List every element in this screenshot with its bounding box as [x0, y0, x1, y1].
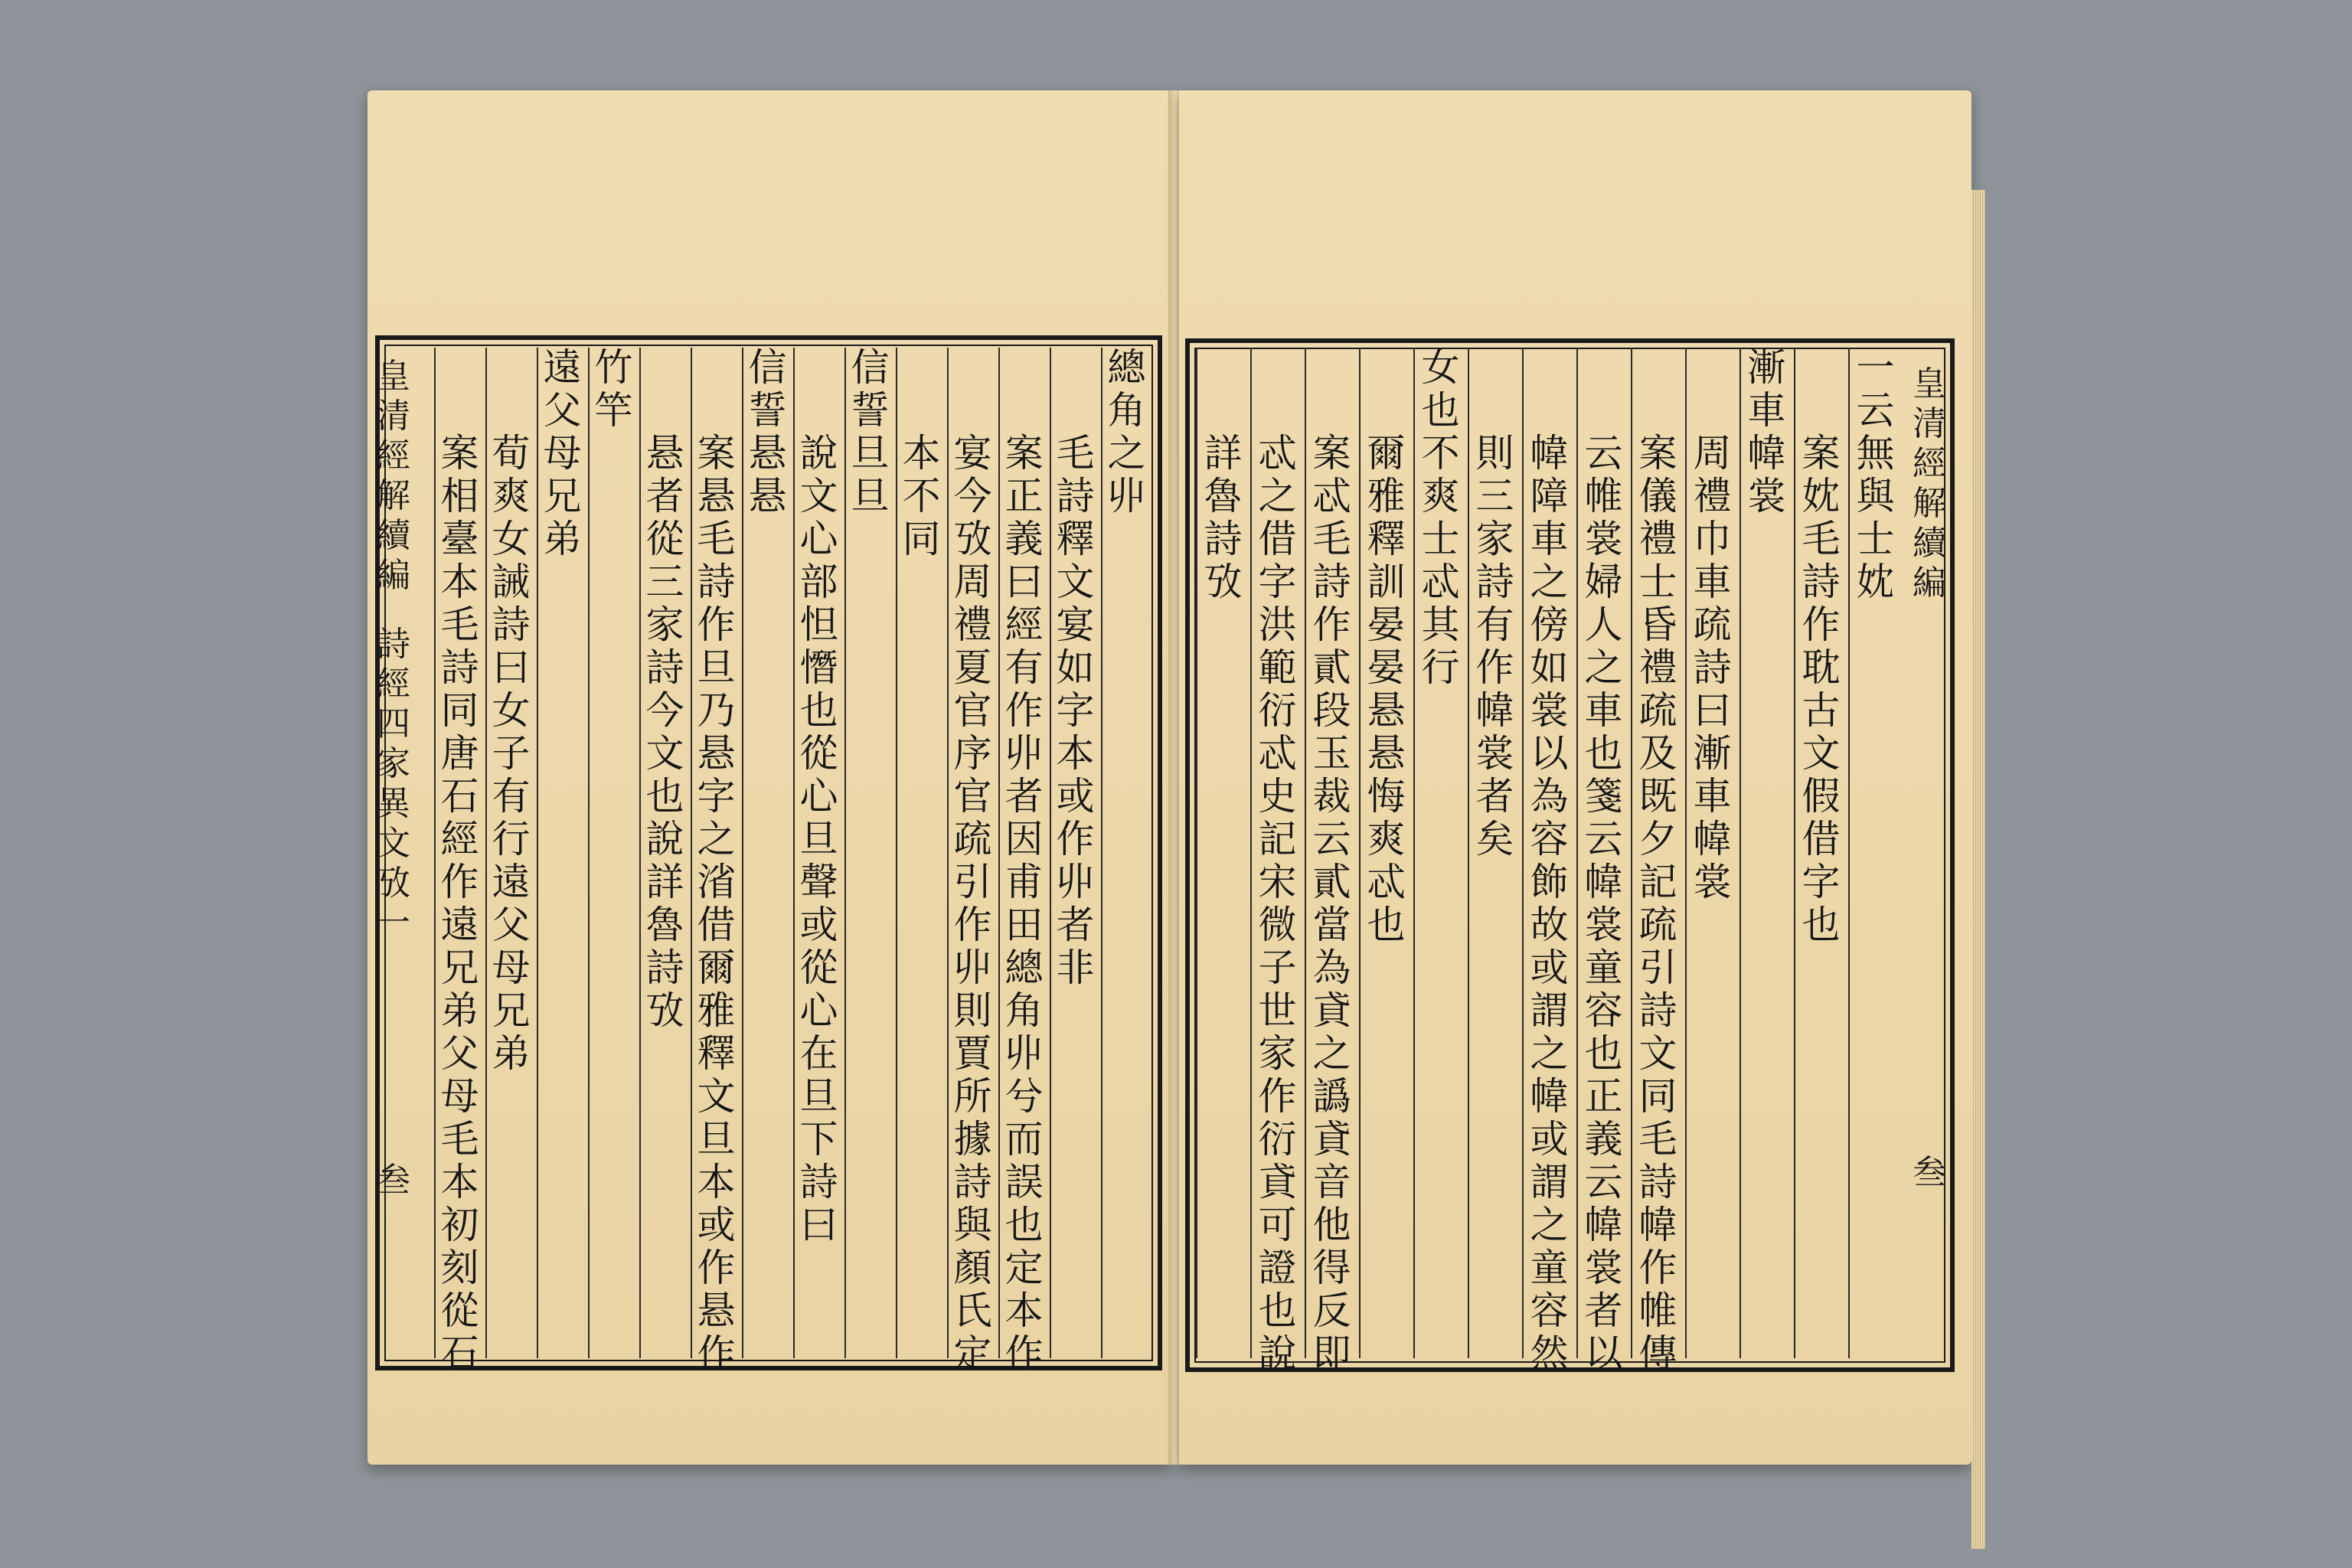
right-column-rule: [1413, 348, 1415, 1358]
page-stack-edge: [1971, 190, 1985, 1549]
left-column-6: 信 誓 旦 旦: [851, 345, 890, 518]
left-column-rule: [691, 348, 692, 1358]
right-column-4: 周 禮 巾 車 疏 詩 曰 漸 車 幃 裳: [1693, 431, 1732, 904]
left-column-rule: [947, 348, 949, 1358]
right-column-13: 詳 魯 詩 攷: [1204, 431, 1243, 604]
left-column-4: 宴 今 攷 周 禮 夏 官 序 官 疏 引 作 丱 則 賈 所 據 詩 與 顏 氏 定: [953, 431, 992, 1376]
left-column-11: 竹 竿: [594, 345, 633, 433]
right-column-rule: [1631, 348, 1632, 1358]
left-column-rule: [639, 348, 641, 1358]
left-column-8: 信 誓 悬 悬: [748, 345, 787, 518]
right-column-3: 漸 車 幃 裳: [1747, 345, 1786, 518]
right-column-rule: [1794, 348, 1795, 1358]
right-column-rule: [1359, 348, 1361, 1358]
left-column-1: 總 角 之 丱: [1107, 345, 1146, 518]
left-column-13: 荀 爽 女 誡 詩 曰 女 子 有 行 遠 父 母 兄 弟: [492, 431, 531, 1076]
left-column-rule: [588, 348, 590, 1358]
right-column-12: 忒 之 借 字 洪 範 衍 忒 史 記 宋 微 子 世 家 作 衍 貣 可 證 也 說: [1258, 431, 1297, 1376]
right-column-rule: [1250, 348, 1252, 1358]
left-column-rule: [896, 348, 897, 1358]
right-column-8: 則 三 家 詩 有 作 幃 裳 者 矣: [1475, 431, 1514, 861]
right-column-rule: [1522, 348, 1524, 1358]
left-column-rule: [793, 348, 795, 1358]
right-column-5: 案 儀 禮 士 昏 禮 疏 及 既 夕 記 疏 引 詩 文 同 毛 詩 幃 作 帷 傳: [1638, 431, 1677, 1376]
left-column-7: 說 文 心 部 怛 憯 也 從 心 旦 聲 或 從 心 在 旦 下 詩 曰: [799, 431, 838, 1247]
left-column-12: 遠 父 母 兄 弟: [543, 345, 582, 561]
left-column-rule: [434, 348, 436, 1358]
left-column-rule: [844, 348, 846, 1358]
right-column-1: 一 云 無 與 士 妉: [1856, 345, 1895, 604]
left-column-9: 案 悬 毛 詩 作 旦 乃 悬 字 之 渻 借 爾 雅 釋 文 旦 本 或 作 悬 作: [697, 431, 736, 1376]
left-column-10: 悬 者 從 三 家 詩 今 文 也 說 詳 魯 詩 攷: [645, 431, 684, 1033]
right-strip-title: 皇 清 經 解 續 編: [1913, 364, 1946, 603]
left-column-rule: [742, 348, 743, 1358]
right-column-10: 爾 雅 釋 訓 晏 晏 悬 悬 悔 爽 忒 也: [1367, 431, 1406, 947]
left-strip-folio: 叁: [377, 1161, 410, 1200]
left-strip-title: 皇 清 經 解 續 編: [377, 357, 410, 595]
right-column-rule: [1196, 348, 1197, 1358]
right-strip-folio: 叁: [1913, 1153, 1946, 1192]
right-column-rule: [1848, 348, 1850, 1358]
left-column-3: 案 正 義 曰 經 有 作 丱 者 因 甫 田 總 角 丱 兮 而 誤 也 定 本 作: [1004, 431, 1044, 1376]
left-column-14: 案 相 臺 本 毛 詩 同 唐 石 經 作 遠 兄 弟 父 母 毛 本 初 刻 從 石: [440, 431, 479, 1376]
left-column-2: 毛 詩 釋 文 宴 如 字 本 或 作 丱 者 非: [1056, 431, 1095, 990]
right-column-rule: [1305, 348, 1306, 1358]
right-column-rule: [1685, 348, 1687, 1358]
left-column-rule: [485, 348, 487, 1358]
left-column-rule: [998, 348, 1000, 1358]
right-column-rule: [1740, 348, 1741, 1358]
right-column-rule: [1468, 348, 1469, 1358]
left-column-rule: [537, 348, 538, 1358]
right-column-7: 幃 障 車 之 傍 如 裳 以 為 容 飾 故 或 謂 之 幃 或 謂 之 童 容 然: [1530, 431, 1569, 1376]
right-column-9: 女 也 不 爽 士 忒 其 行: [1421, 345, 1460, 690]
left-column-5: 本 不 同: [902, 431, 941, 561]
right-column-rule: [1576, 348, 1578, 1358]
left-column-rule: [1101, 348, 1102, 1358]
right-column-11: 案 忒 毛 詩 作 貳 段 玉 裁 云 貳 當 為 貣 之 譌 貣 音 他 得 反 即: [1312, 431, 1351, 1376]
left-strip-section: 詩 經 四 家 異 文 攷 一: [377, 625, 410, 942]
right-column-6: 云 帷 裳 婦 人 之 車 也 箋 云 幃 裳 童 容 也 正 義 云 幃 裳 者 以: [1584, 431, 1623, 1376]
left-column-rule: [1050, 348, 1051, 1358]
right-column-2: 案 妉 毛 詩 作 耽 古 文 假 借 字 也: [1802, 431, 1841, 947]
